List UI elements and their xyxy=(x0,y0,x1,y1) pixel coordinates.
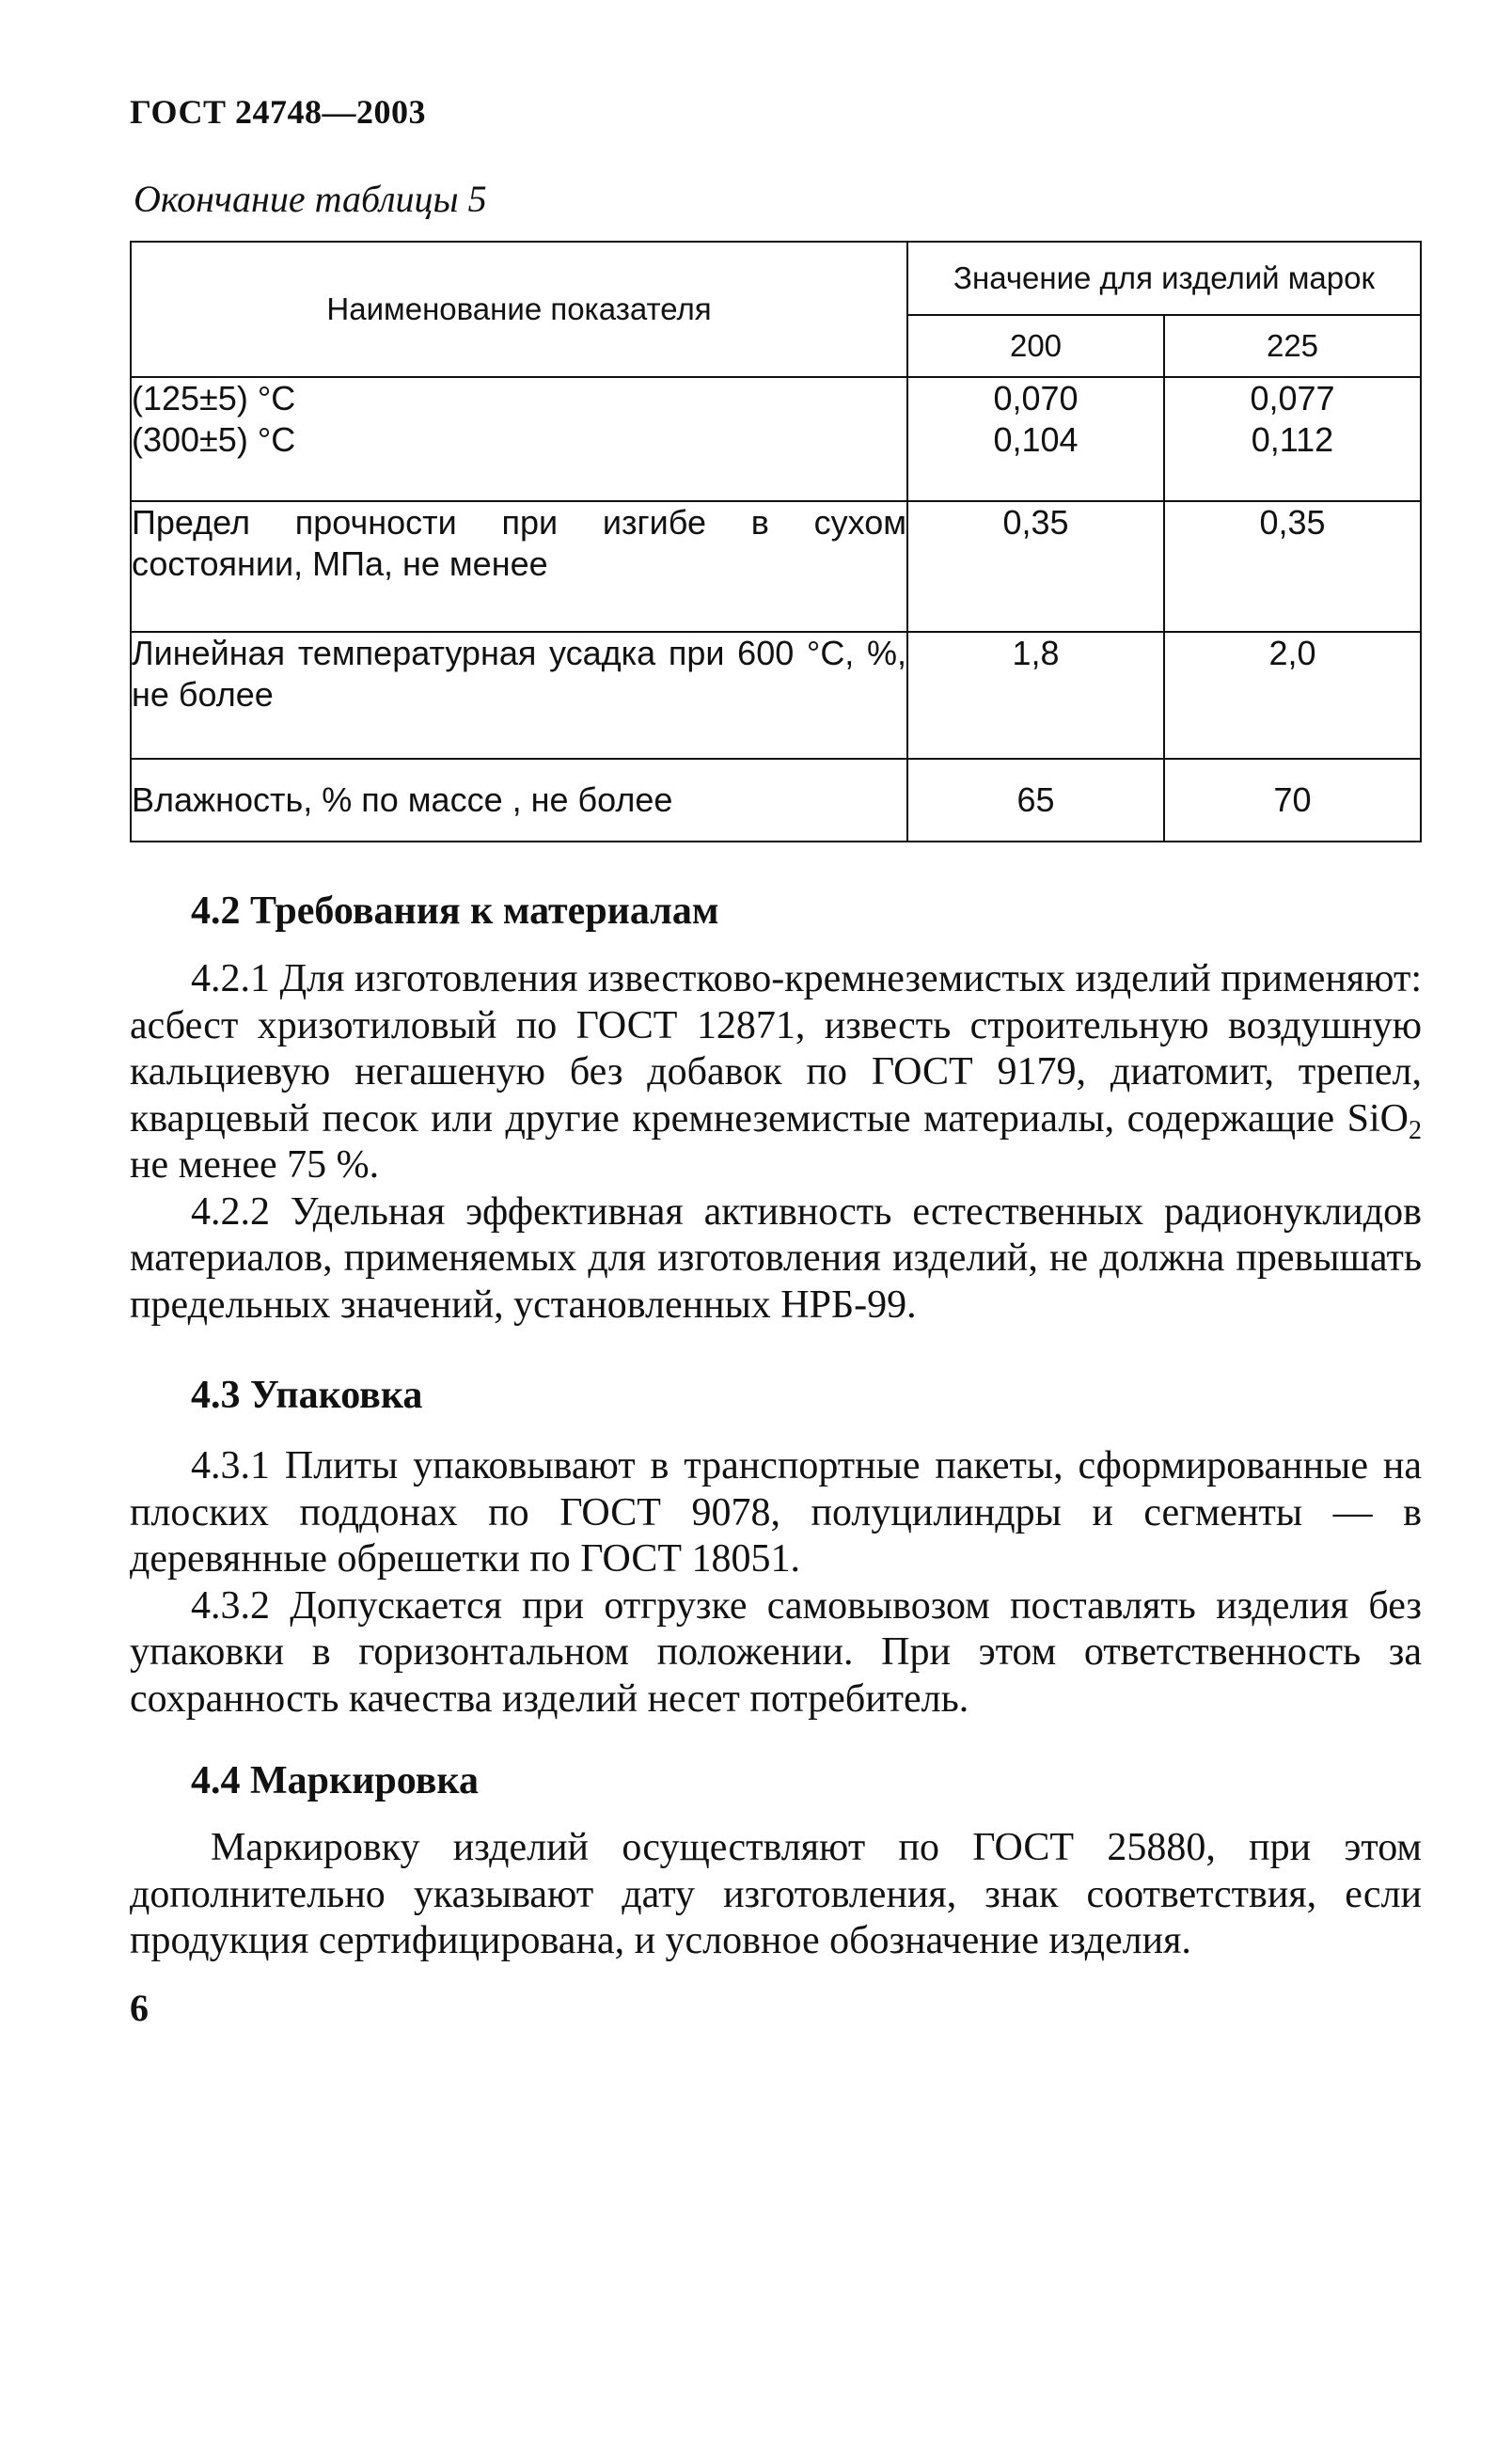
table-row xyxy=(131,501,1421,632)
row-name-cell: Линейная температурная усадка при 600 °С, %, не более xyxy=(131,632,907,759)
paragraph-text: 4.2.1 Для изготовления известково-кремнеземистых изделий применяют: асбест хризотиловый по ГОСТ 12871, известь строительную воздушную кальциевую негашеную без добавок по ГОСТ 9179, диатомит, трепел, кварцевый песок или другие кремнеземистые материалы, содержащие SiO xyxy=(130,957,1423,1141)
page-number: 6 xyxy=(130,1987,149,2029)
paragraph-4-3-1: 4.3.1 Плиты упаковывают в транспортные пакеты, сформированные на плоских поддонах по ГОСТ 9078, полуцилиндры и сегменты — в деревянные обрешетки по ГОСТ 18051. xyxy=(130,1444,1422,1581)
row-name-cell: Предел прочности при изгибе в сухом состоянии, МПа, не менее xyxy=(131,501,907,632)
row-name-cell: Влажность, % по массе , не более xyxy=(131,759,907,842)
paragraph-4-2-2: 4.2.2 Удельная эффективная активность естественных радионуклидов материалов, применяемых для изготовления изделий, не должна превышать предельных значений, установленных НРБ-99. xyxy=(130,1189,1422,1327)
header-grade-225: 225 xyxy=(1164,315,1421,377)
value-cell-225 xyxy=(1164,377,1421,501)
value-225-line-2: 0,112 xyxy=(1251,420,1334,459)
properties-table xyxy=(130,241,1422,842)
header-group-cell: Значение для изделий марок xyxy=(907,242,1421,315)
section-body-4-2 xyxy=(130,956,1422,1329)
header-grade-200: 200 xyxy=(907,315,1164,377)
value-cell-200: 65 xyxy=(907,759,1164,842)
value-200-line-1: 0,070 xyxy=(993,379,1079,417)
paragraph-text: не менее 75 %. xyxy=(130,1143,380,1187)
table-row xyxy=(131,377,1421,501)
subscript: 2 xyxy=(1409,1115,1422,1145)
value-cell-225: 2,0 xyxy=(1164,632,1421,759)
section-body-4-4 xyxy=(130,1825,1422,1965)
paragraph-4-3-2: 4.3.2 Допускается при отгрузке самовывозом поставлять изделия без упаковки в горизонтальном положении. При этом ответственность за сохранность качества изделий несет потребитель. xyxy=(130,1583,1422,1721)
paragraph-4-2-1 xyxy=(130,956,1422,1189)
table-caption: Окончание таблицы 5 xyxy=(134,178,487,220)
section-heading-4-2: 4.2 Требования к материалам xyxy=(191,889,719,933)
section-heading-4-3: 4.3 Упаковка xyxy=(191,1374,423,1417)
table-row xyxy=(131,759,1421,842)
value-cell-200: 0,35 xyxy=(907,501,1164,632)
temp-line-2: (300±5) °С xyxy=(132,420,296,459)
value-cell-225: 0,35 xyxy=(1164,501,1421,632)
paragraph-4-4: Маркировку изделий осуществляют по ГОСТ 25880, при этом дополнительно указывают дату изготовления, знак соответствия, если продукция сертифицирована, и условное обозначение изделия. xyxy=(130,1826,1422,1962)
table-header-row xyxy=(131,242,1421,315)
section-body-4-3 xyxy=(130,1443,1422,1723)
value-225-line-1: 0,077 xyxy=(1250,379,1335,417)
value-cell-225: 70 xyxy=(1164,759,1421,842)
row-name-cell xyxy=(131,377,907,501)
value-200-line-2: 0,104 xyxy=(993,420,1079,459)
temp-line-1: (125±5) °С xyxy=(132,379,296,417)
header-name-cell: Наименование показателя xyxy=(131,242,907,377)
value-cell-200: 1,8 xyxy=(907,632,1164,759)
table-row xyxy=(131,632,1421,759)
document-header: ГОСТ 24748—2003 xyxy=(130,93,426,131)
value-cell-200 xyxy=(907,377,1164,501)
section-heading-4-4: 4.4 Маркировка xyxy=(191,1759,479,1802)
